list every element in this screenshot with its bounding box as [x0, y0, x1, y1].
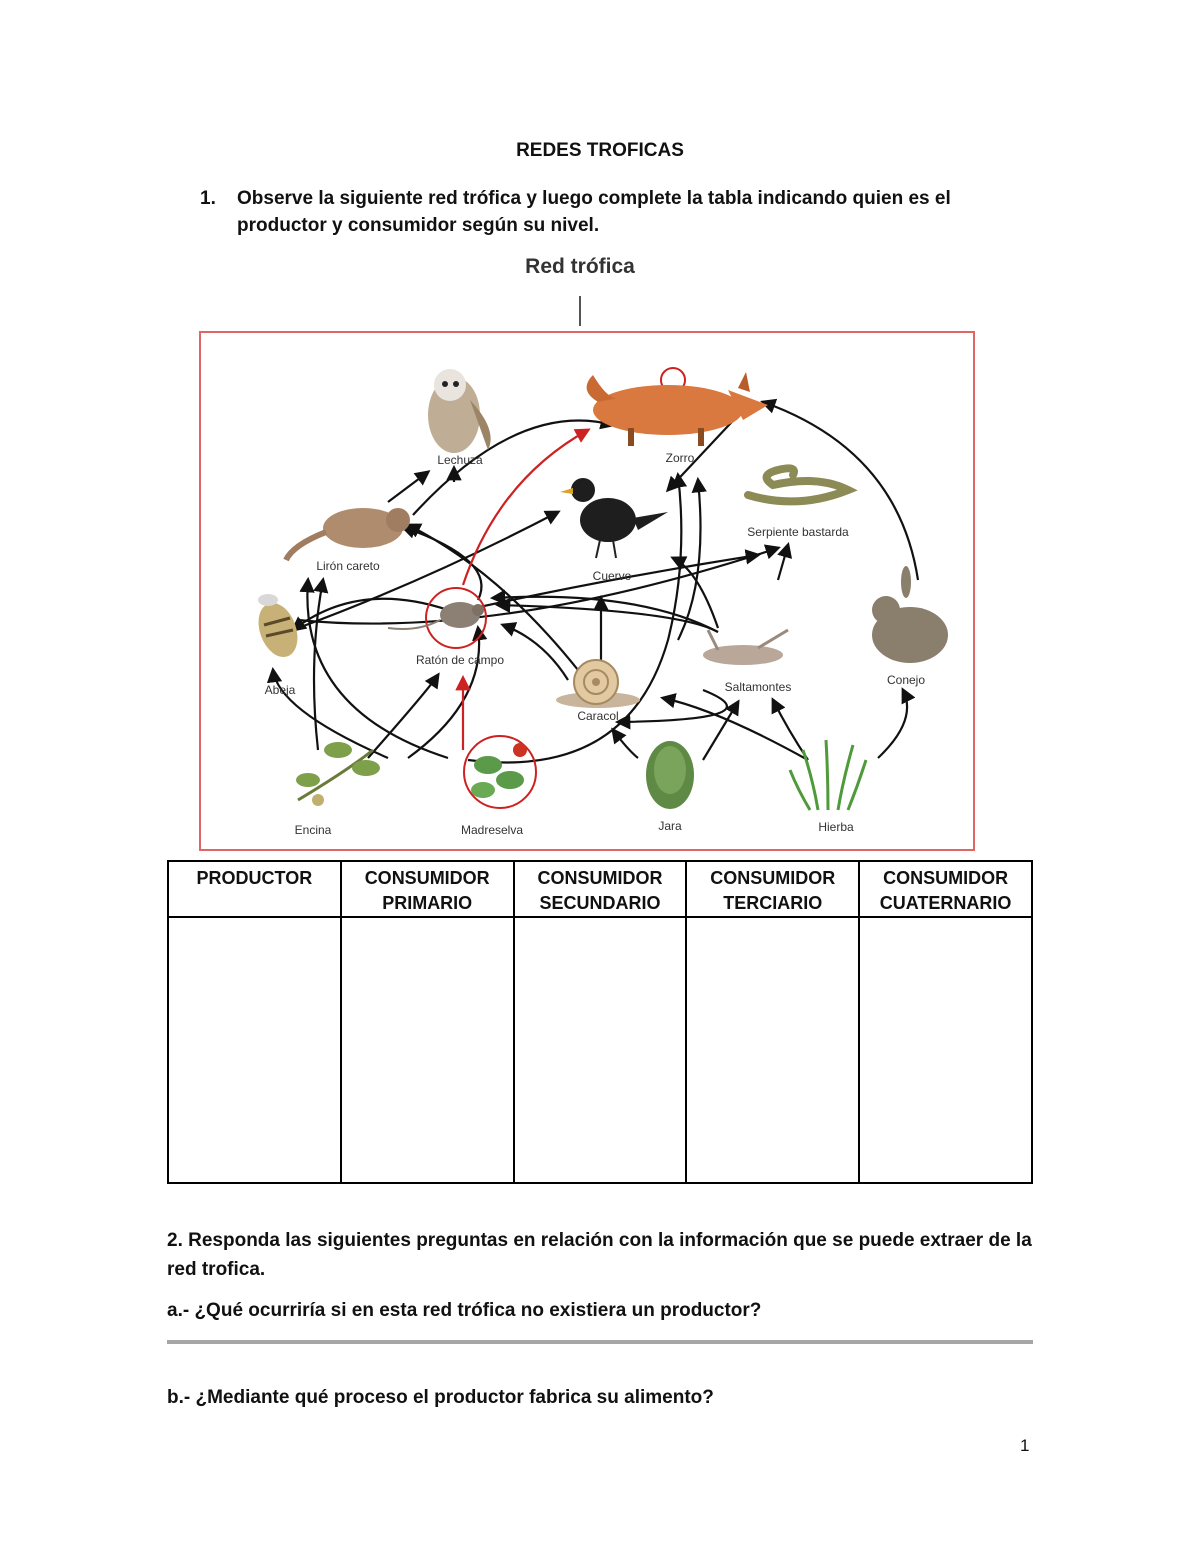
dormouse-icon [286, 508, 410, 560]
trophic-level-table [167, 860, 1033, 1184]
owl-icon [428, 369, 491, 453]
jara-label: Jara [658, 819, 682, 833]
diagram-frame [200, 332, 974, 850]
table-answer-row [168, 917, 1032, 1183]
answer-cell-cuaternario[interactable] [859, 917, 1032, 1183]
serpiente-label: Serpiente bastarda [747, 525, 849, 539]
caracol-label: Caracol [577, 709, 619, 723]
question-2-text: 2. Responda las siguientes preguntas en relación con la información que se puede extraer de la red trofica. [167, 1230, 1032, 1280]
question-2a: a.- ¿Qué ocurriría si en esta red trófica no existiera un productor? [167, 1300, 762, 1321]
page-title: REDES TROFICAS [516, 140, 684, 161]
header-line: CONSUMIDOR [364, 868, 490, 888]
saltamontes-label: Saltamontes [724, 680, 792, 694]
fox-icon [587, 372, 768, 446]
question-2b: b.- ¿Mediante qué proceso el productor fabrica su alimento? [167, 1387, 714, 1408]
question-1-number: 1. [200, 188, 216, 209]
page-number: 1 [1020, 1436, 1030, 1455]
header-consumidor-secundario [514, 861, 687, 917]
answer-cell-terciario[interactable] [686, 917, 859, 1183]
header-line: PRIMARIO [382, 893, 473, 913]
honeysuckle-icon [471, 743, 527, 798]
snake-icon [748, 468, 848, 501]
header-consumidor-cuaternario [859, 861, 1032, 917]
food-web-diagram [198, 280, 978, 855]
header-line: CUATERNARIO [879, 893, 1012, 913]
conejo-label: Conejo [886, 673, 926, 687]
crow-icon [560, 478, 668, 558]
rabbit-icon [872, 566, 948, 663]
diagram-title: Red trófica [525, 255, 635, 278]
oak-branch-icon [296, 742, 380, 806]
header-line: SECUNDARIO [539, 893, 661, 913]
header-line: CONSUMIDOR [537, 868, 663, 888]
header-consumidor-primario [341, 861, 514, 917]
encina-label: Encina [294, 823, 332, 837]
header-line: TERCIARIO [723, 893, 823, 913]
cuervo-label: Cuervo [592, 569, 632, 583]
rockrose-icon [646, 741, 694, 809]
answer-cell-secundario[interactable] [514, 917, 687, 1183]
lechuza-label: Lechuza [437, 453, 483, 467]
question-1 [200, 185, 1030, 239]
liron-label: Lirón careto [316, 559, 380, 573]
snail-icon [556, 660, 640, 708]
abeja-label: Abeja [264, 683, 296, 697]
answer-line [167, 1340, 1033, 1344]
raton-label: Ratón de campo [415, 653, 505, 667]
header-consumidor-terciario [686, 861, 859, 917]
answer-cell-primario[interactable] [341, 917, 514, 1183]
header-line: CONSUMIDOR [710, 868, 836, 888]
answer-cell-productor[interactable] [168, 917, 341, 1183]
grasshopper-icon [703, 630, 788, 665]
question-1-text: Observe la siguiente red trófica y luego complete la tabla indicando quien es el productor y consumidor según su nivel. [237, 188, 951, 236]
hierba-label: Hierba [818, 820, 854, 834]
header-productor [168, 861, 341, 917]
madreselva-label: Madreselva [460, 823, 524, 837]
header-line: PRODUCTOR [196, 868, 313, 888]
table-header-row [168, 861, 1032, 917]
zorro-label: Zorro [665, 451, 695, 465]
header-line: CONSUMIDOR [883, 868, 1009, 888]
